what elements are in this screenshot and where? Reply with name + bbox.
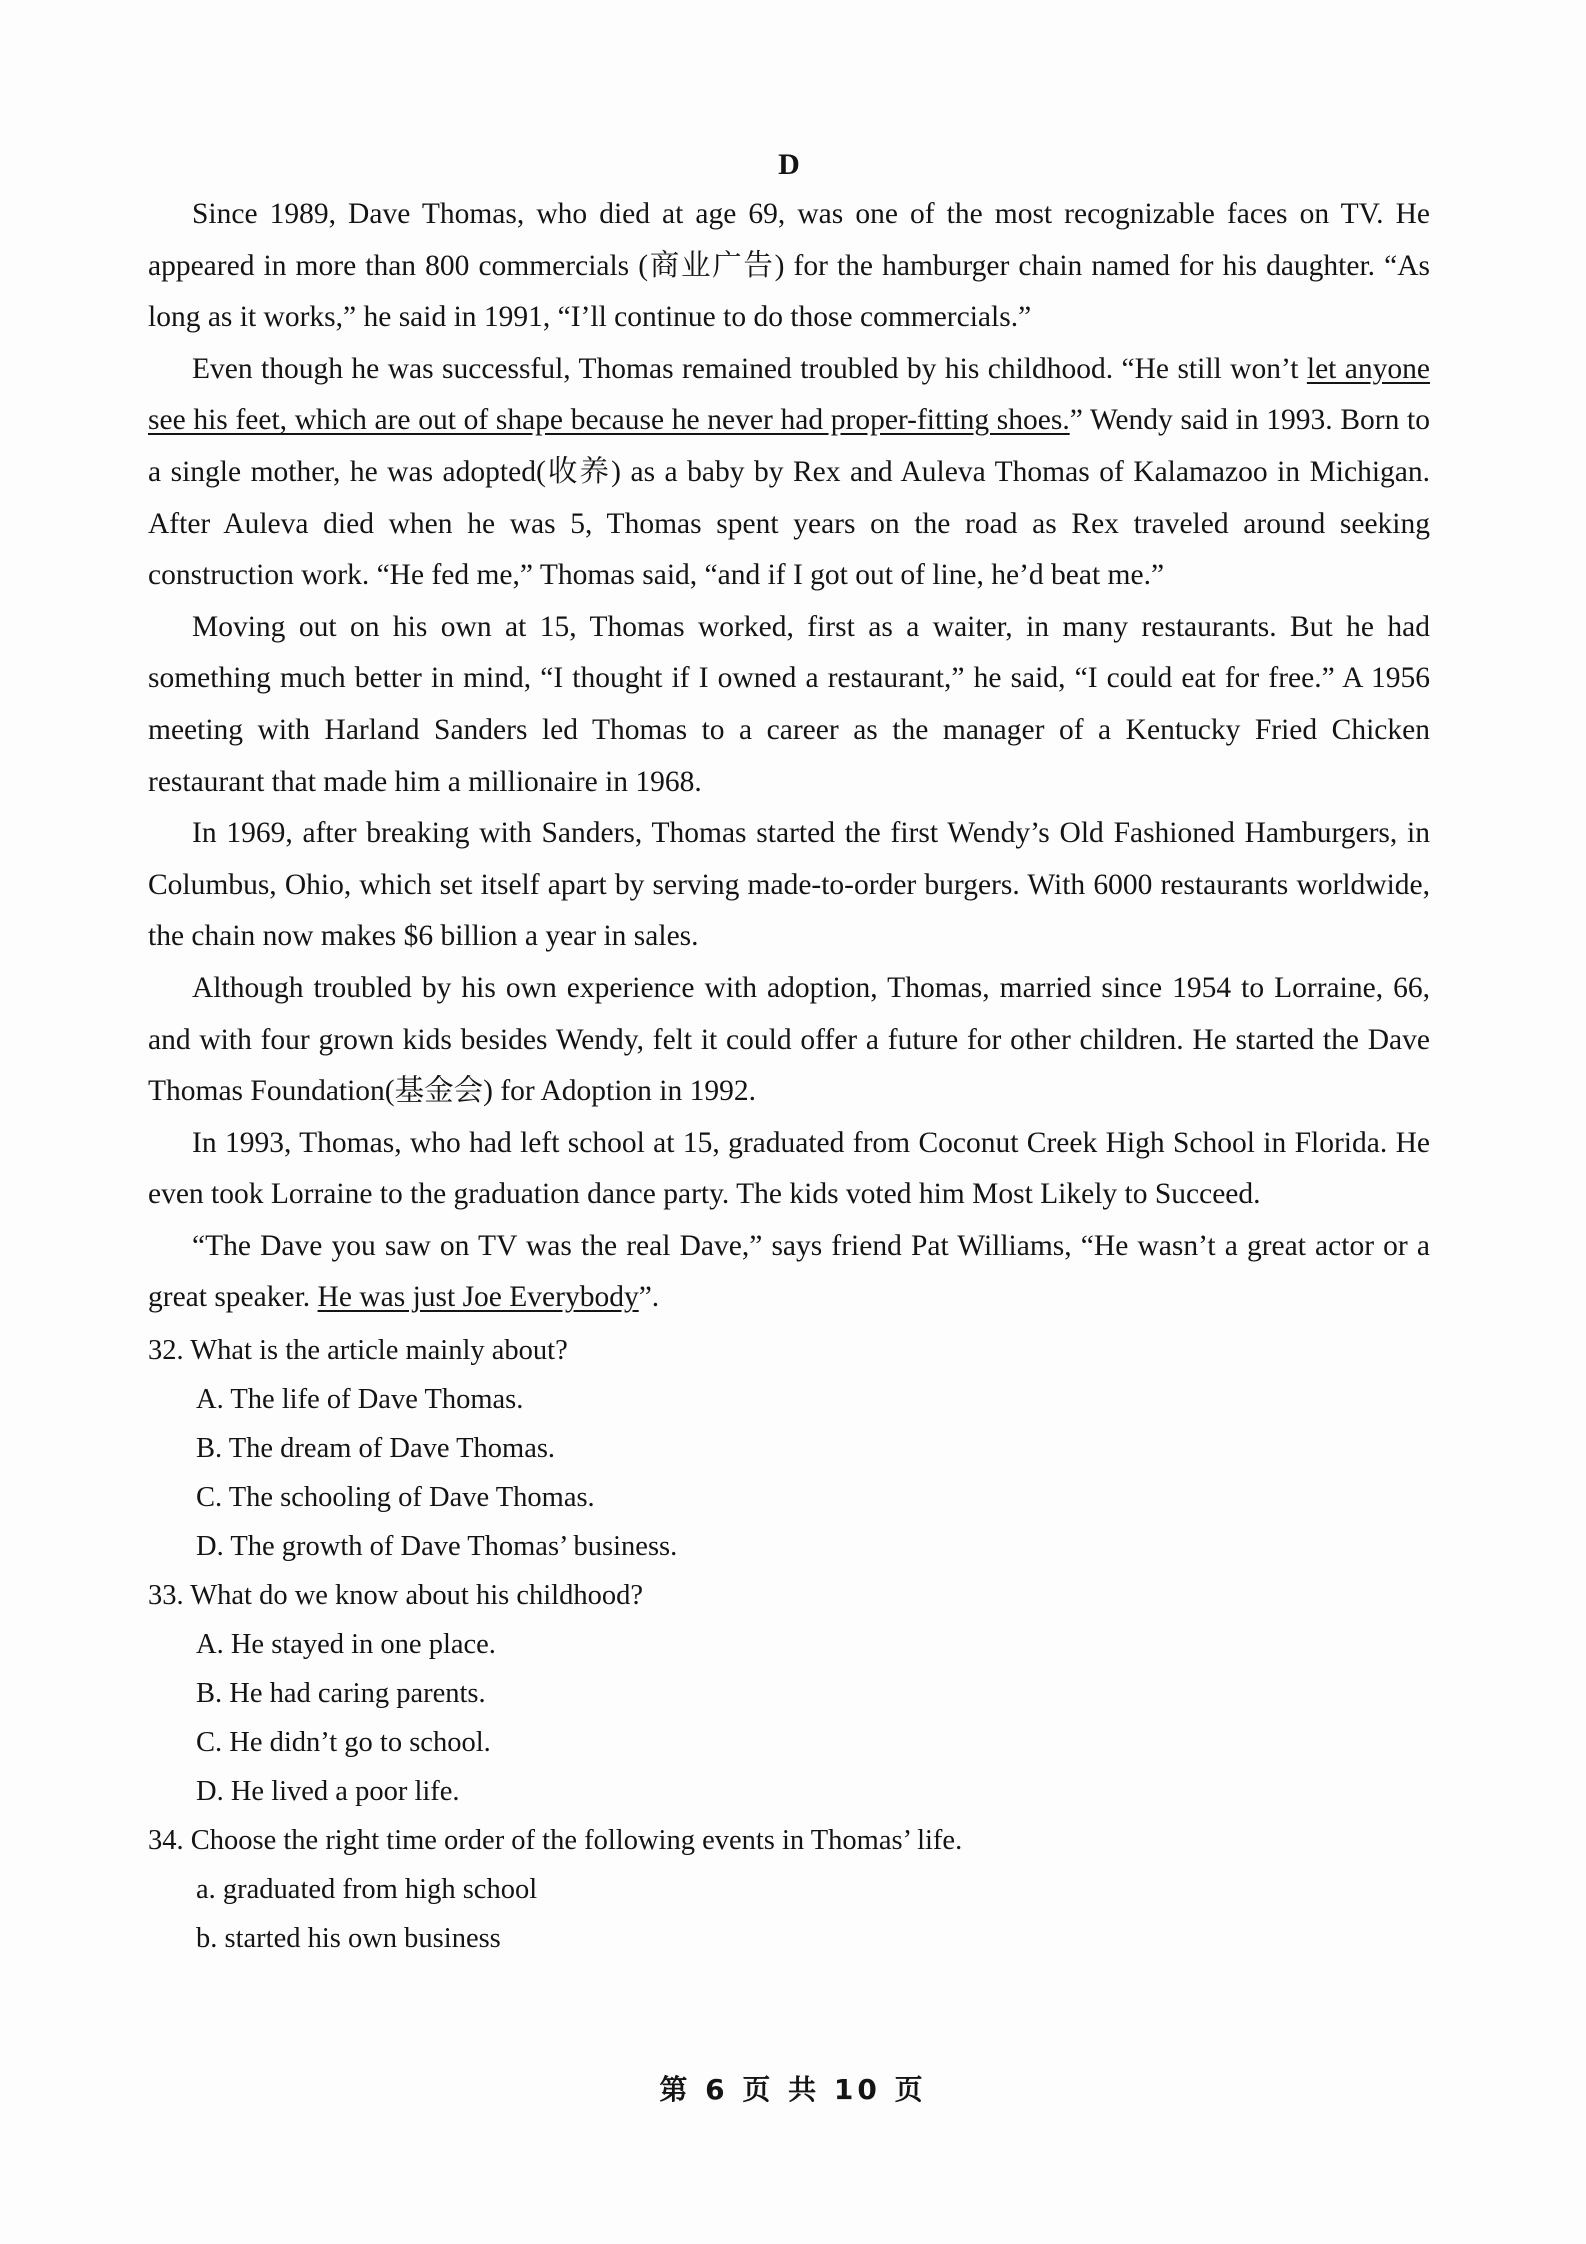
question-33 [148, 1571, 1430, 1816]
answer-option: B. He had caring parents. [196, 1678, 486, 1710]
answer-option: D. The growth of Dave Thomas’ business. [196, 1531, 678, 1563]
underlined-text: let anyone see his feet, which are out of shape because he never had proper-fitting shoes. [148, 352, 1430, 437]
passage-paragraph [148, 808, 1430, 963]
question-list [148, 1326, 1430, 1963]
paragraph-text: In 1969, after breaking with Sanders, Thomas started the first Wendy’s Old Fashioned Hamburgers, in Columbus, Ohio, which set itself apart by serving made-to-order burgers. With 6000 restaurants worldwide, the chain now makes $6 billion a year in sales. [148, 817, 1430, 953]
paragraph-text: In 1993, Thomas, who had left school at 15, graduated from Coconut Creek High School in Florida. He even took Lorraine to the graduation dance party. The kids voted him Most Likely to Succeed. [148, 1126, 1430, 1211]
answer-option: A. He stayed in one place. [196, 1629, 496, 1661]
passage-paragraph [148, 602, 1430, 808]
underlined-text: He was just Joe Everybody [317, 1281, 639, 1314]
passage-paragraph [148, 344, 1430, 602]
answer-option: C. He didn’t go to school. [196, 1727, 491, 1759]
question-32 [148, 1326, 1430, 1571]
page-number-footer: 第 6 页 共 10 页 [659, 2073, 927, 2106]
passage-paragraph [148, 1221, 1430, 1324]
question-stem: 34. Choose the right time order of the following events in Thomas’ life. [148, 1825, 963, 1857]
section-letter: D [778, 148, 800, 181]
paragraph-text: Since 1989, Dave Thomas, who died at age 69, was one of the most recognizable faces on TV. He appeared in more than 800 commercials (商业广告) for the hamburger chain named for his daughter. “As long as it works,” he said in 1991, “I’ll continue to do those commercials.” [148, 198, 1430, 334]
question-stem: 33. What do we know about his childhood? [148, 1580, 643, 1612]
answer-option: A. The life of Dave Thomas. [196, 1384, 524, 1416]
paragraph-text: Moving out on his own at 15, Thomas worked, first as a waiter, in many restaurants. But he had something much better in mind, “I thought if I owned a restaurant,” he said, “I could eat for free.” A 1956 meeting with Harland Sanders led Thomas to a career as the manager of a Kentucky Fried Chicken restaurant that made him a millionaire in 1968. [148, 610, 1430, 798]
passage-paragraph [148, 189, 1430, 344]
passage-paragraph [148, 963, 1430, 1118]
passage-paragraph [148, 1118, 1430, 1221]
paragraph-text-tail: ” Wendy said in 1993. Born to a single mother, he was adopted(收养) as a baby by Rex and Auleva Thomas of Kalamazoo in Michigan. After Auleva died when he was 5, Thomas spent years on the road as Rex traveled around seeking construction work. “He fed me,” Thomas said, “and if I got out of line, he’d beat me.” [148, 404, 1430, 592]
question-stem: 32. What is the article mainly about? [148, 1335, 568, 1367]
answer-option: B. The dream of Dave Thomas. [196, 1433, 556, 1465]
paragraph-text-tail: ”. [638, 1281, 660, 1314]
reading-passage [148, 189, 1430, 1324]
question-34 [148, 1816, 1430, 1963]
answer-option: D. He lived a poor life. [196, 1776, 460, 1808]
paragraph-text: Even though he was successful, Thomas remained troubled by his childhood. “He still won’t [192, 352, 1307, 385]
event-item: a. graduated from high school [196, 1874, 538, 1906]
answer-option: C. The schooling of Dave Thomas. [196, 1482, 595, 1514]
event-item: b. started his own business [196, 1923, 501, 1955]
paragraph-text: “The Dave you saw on TV was the real Dave,” says friend Pat Williams, “He wasn’t a great actor or a great speaker. [148, 1229, 1430, 1314]
page-content [148, 145, 1430, 1963]
paragraph-text: Although troubled by his own experience with adoption, Thomas, married since 1954 to Lorraine, 66, and with four grown kids besides Wendy, felt it could offer a future for other children. He started the Dave Thomas Foundation(基金会) for Adoption in 1992. [148, 971, 1430, 1108]
